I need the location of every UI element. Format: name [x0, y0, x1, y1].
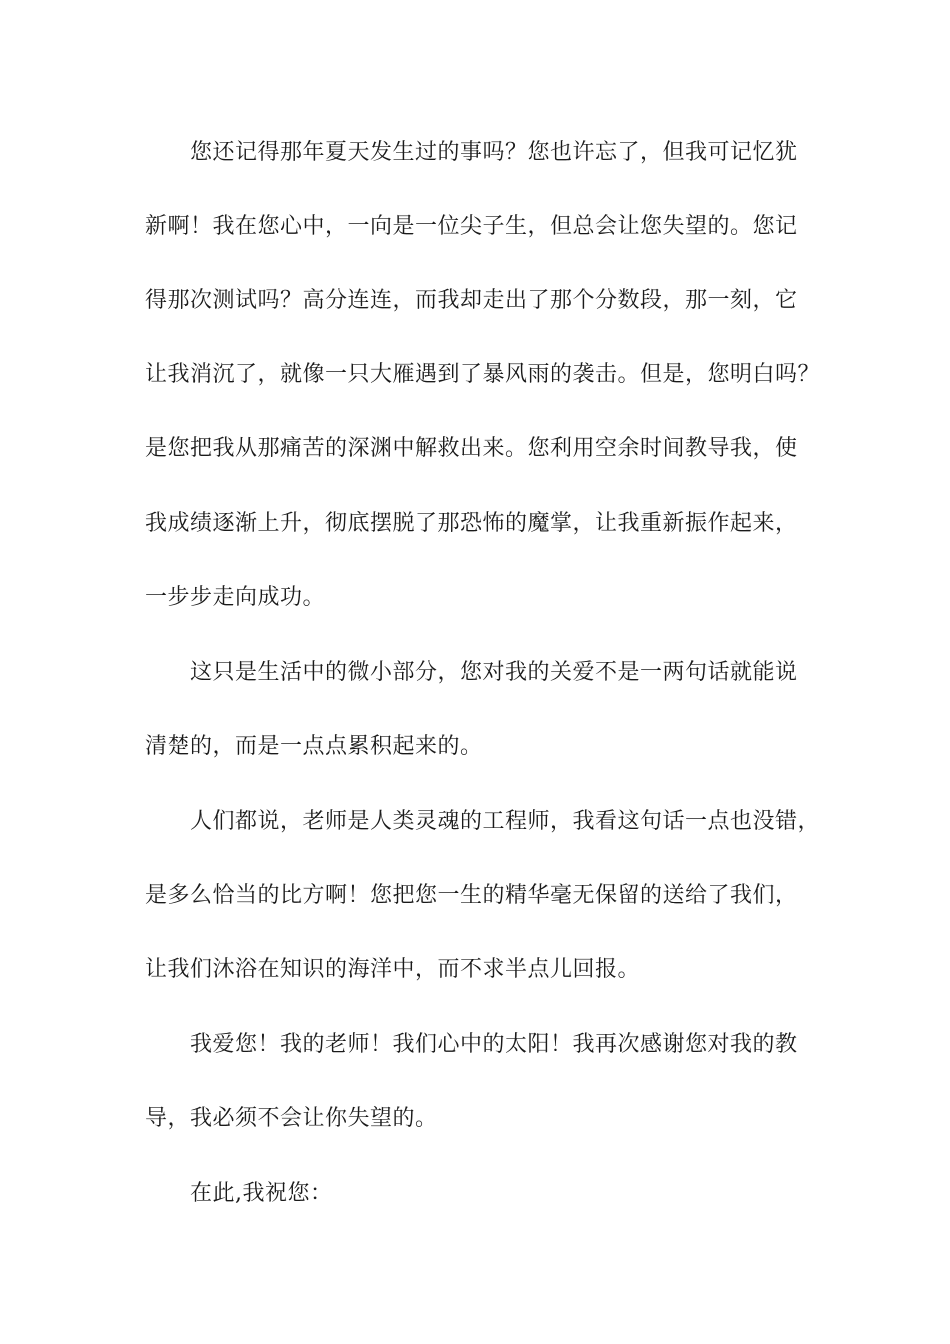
paragraph-2-line-2: 清楚的，而是一点点累积起来的。 — [145, 734, 483, 759]
paragraph-3-line-2: 是多么恰当的比方啊！您把您一生的精华毫无保留的送给了我们， — [145, 883, 798, 908]
paragraph-3-line-1: 人们都说，老师是人类灵魂的工程师，我看这句话一点也没错， — [190, 809, 821, 834]
paragraph-1-line-5: 是您把我从那痛苦的深渊中解救出来。您利用空余时间教导我，使 — [145, 436, 798, 461]
paragraph-2-line-1: 这只是生活中的微小部分，您对我的关爱不是一两句话就能说 — [190, 660, 798, 685]
paragraph-1-line-6: 我成绩逐渐上升，彻底摆脱了那恐怖的魔掌，让我重新振作起来， — [145, 511, 798, 536]
paragraph-1-line-4: 让我消沉了，就像一只大雁遇到了暴风雨的袭击。但是，您明白吗？ — [145, 362, 821, 387]
paragraph-1-line-7: 一步步走向成功。 — [145, 585, 326, 610]
paragraph-1-line-3: 得那次测试吗？高分连连，而我却走出了那个分数段，那一刻，它 — [145, 288, 798, 313]
paragraph-4-line-1: 我爱您！我的老师！我们心中的太阳！我再次感谢您对我的教 — [190, 1032, 798, 1057]
paragraph-5-line-1: 在此,我祝您： — [190, 1181, 333, 1206]
paragraph-1-line-1: 您还记得那年夏天发生过的事吗？您也许忘了，但我可记忆犹 — [190, 140, 798, 165]
paragraph-4-line-2: 导，我必须不会让你失望的。 — [145, 1106, 438, 1131]
paragraph-1-line-2: 新啊！我在您心中，一向是一位尖子生，但总会让您失望的。您记 — [145, 214, 798, 239]
paragraph-3-line-3: 让我们沐浴在知识的海洋中，而不求半点儿回报。 — [145, 957, 641, 982]
